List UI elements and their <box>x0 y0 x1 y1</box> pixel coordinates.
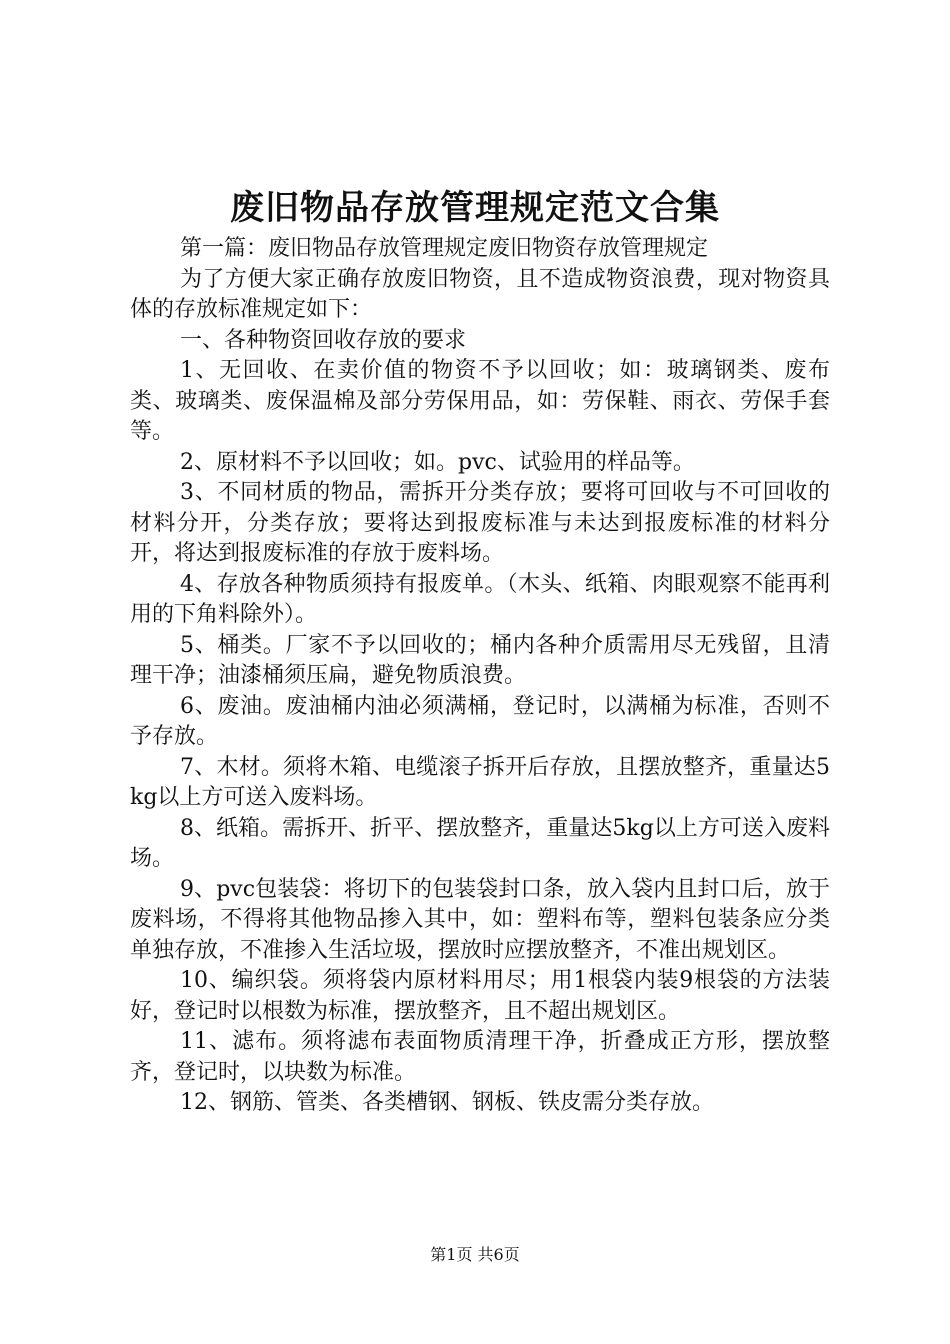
paragraph-7: 4、存放各种物质须持有报废单。（木头、纸箱、肉眼观察不能再利用的下角料除外）。 <box>130 571 830 627</box>
paragraph-13: 10、编织袋。须将袋内原材料用尽；用1根袋内装9根袋的方法装好，登记时以根数为标准，摆放整齐，且不超出规划区。 <box>130 968 830 1024</box>
paragraph-11: 8、纸箱。需拆开、折平、摆放整齐，重量达5kg以上方可送入废料场。 <box>130 815 830 871</box>
paragraph-8: 5、桶类。厂家不予以回收的；桶内各种介质需用尽无残留，且清理干净；油漆桶须压扁，避免物质浪费。 <box>130 632 830 688</box>
paragraph-6: 3、不同材质的物品，需拆开分类存放；要将可回收与不可回收的材料分开，分类存放；要将达到报废标准与未达到报废标准的材料分开，将达到报废标准的存放于废料场。 <box>130 480 830 566</box>
paragraph-2: 为了方便大家正确存放废旧物资，且不造成物资浪费，现对物资具体的存放标准规定如下： <box>130 266 830 322</box>
page-footer <box>0 1245 950 1265</box>
paragraph-3: 一、各种物资回收存放的要求 <box>180 327 467 353</box>
paragraph-5: 2、原材料不予以回收；如。pvc、试验用的样品等。 <box>180 449 695 475</box>
paragraph-15: 12、钢筋、管类、各类槽钢、钢板、铁皮需分类存放。 <box>180 1090 714 1115</box>
paragraph-12: 9、pvc包装袋：将切下的包装袋封口条，放入袋内且封口后，放于废料场，不得将其他物品掺入其中，如：塑料布等，塑料包装条应分类单独存放，不准掺入生活垃圾，摆放时应摆放整齐，不准出规划区。 <box>130 876 830 963</box>
paragraph-10: 7、木材。须将木箱、电缆滚子拆开后存放，且摆放整齐，重量达5kg以上方可送入废料场。 <box>130 754 830 810</box>
paragraph-1: 第一篇：废旧物品存放管理规定废旧物资存放管理规定 <box>180 236 709 261</box>
paragraph-4: 1、无回收、在卖价值的物资不予以回收；如：玻璃钢类、废布类、玻璃类、废保温棉及部分劳保用品，如：劳保鞋、雨衣、劳保手套等。 <box>130 358 830 444</box>
document-body <box>130 234 830 1119</box>
page-number: 第1页 共6页 <box>430 1245 520 1264</box>
paragraph-14: 11、滤布。须将滤布表面物质清理干净，折叠成正方形，摆放整齐，登记时，以块数为标准。 <box>130 1029 830 1085</box>
paragraph-9: 6、废油。废油桶内油必须满桶，登记时，以满桶为标准，否则不予存放。 <box>130 693 830 749</box>
document-title: 废旧物品存放管理规定范文合集 <box>230 188 720 228</box>
